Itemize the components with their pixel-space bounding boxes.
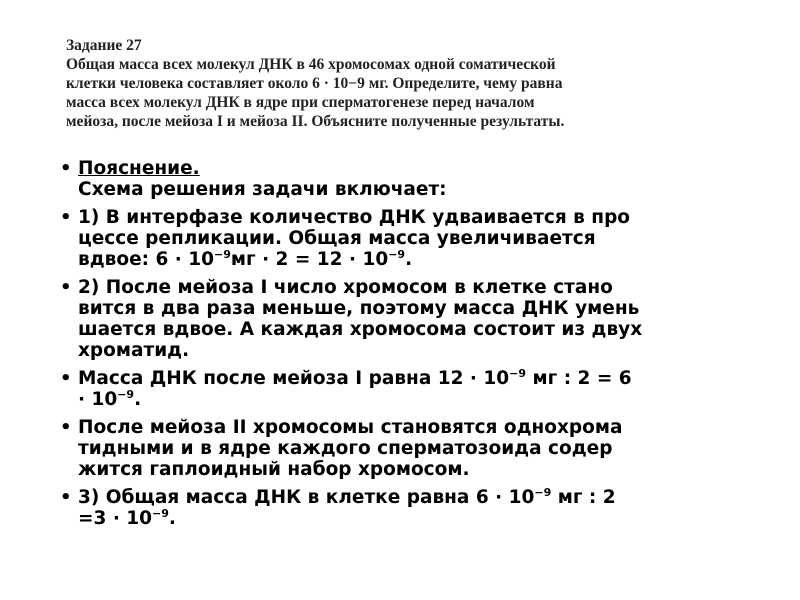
answer-after-meiosis-2 (58, 417, 748, 480)
step-text-line: 2) После мейоза I число хромосом в клетке стано (78, 277, 613, 298)
task-text-line: Общая масса всех молекул ДНК в 46 хромосомах одной соматической (66, 56, 556, 73)
step-text-line: вится в два раза меньше, поэтому масса ДНК умень (78, 298, 640, 319)
bullet-icon: • (60, 277, 72, 298)
formula-part: =3 · 10 (78, 508, 153, 529)
bullet-icon: • (60, 417, 72, 438)
task-text-line: масса всех молекул ДНК в ядре при сперматогенезе перед началом (66, 94, 535, 111)
task-block (66, 36, 746, 131)
formula-part: мг : 2 (551, 487, 616, 508)
step-formula-line (78, 368, 748, 389)
formula-part: мг · 2 = 12 · 10 (230, 249, 389, 270)
bullet-icon: • (60, 158, 72, 179)
formula-part: . (405, 249, 413, 270)
formula-part: вдвое: 6 · 10 (78, 249, 214, 270)
exponent: −9 (117, 388, 135, 401)
task-title: Задание 27 (66, 37, 142, 54)
step-text-line: хроматид. (78, 340, 190, 361)
step-formula-line (78, 389, 748, 410)
exponent: −9 (213, 248, 231, 261)
formula-part: . (168, 508, 176, 529)
task-text-line: клетки человека составляет около 6 · 10−9 мг. Определите, чему равна (66, 75, 563, 92)
exponent: −9 (152, 507, 169, 520)
answer-mass-after-meiosis-1 (58, 368, 748, 410)
answer-list (58, 158, 748, 536)
formula-part: мг : 2 = 6 (526, 368, 632, 389)
step-formula-line (78, 249, 748, 270)
formula-part: Масса ДНК после мейоза I равна 12 · 10 (78, 368, 510, 389)
answer-heading: Пояснение. (78, 158, 200, 179)
step-text-line: жится гаплоидный набор хромосом. (78, 459, 470, 480)
step-text-line: После мейоза II хромосомы становятся однохрома (78, 417, 623, 438)
formula-part: 3) Общая масса ДНК в клетке равна 6 · 10 (78, 487, 535, 508)
exponent: −9 (534, 486, 552, 499)
answer-step-3 (58, 487, 748, 529)
step-formula-line (78, 508, 748, 529)
answer-step-1 (58, 207, 748, 270)
exponent: −9 (388, 248, 406, 261)
answer-step-2 (58, 277, 748, 361)
step-text-line: 1) В интерфазе количество ДНК удваивается в про (78, 207, 631, 228)
answer-heading-item (58, 158, 748, 200)
exponent: −9 (509, 367, 527, 380)
step-text-line: шается вдвое. А каждая хромосома состоит из двух (78, 319, 643, 340)
step-text-line: цессе репликации. Общая масса увеличивается (78, 228, 596, 249)
task-text-line: мейоза, после мейоза I и мейоза II. Объясните полученные результаты. (66, 113, 565, 130)
bullet-icon: • (60, 487, 72, 508)
formula-part: · 10 (78, 389, 118, 410)
answer-intro: Схема решения задачи включает: (78, 179, 447, 200)
step-formula-line (78, 487, 748, 508)
bullet-icon: • (60, 207, 72, 228)
bullet-icon: • (60, 368, 72, 389)
step-text-line: тидными и в ядре каждого сперматозоида содер (78, 438, 613, 459)
formula-part: . (134, 389, 142, 410)
